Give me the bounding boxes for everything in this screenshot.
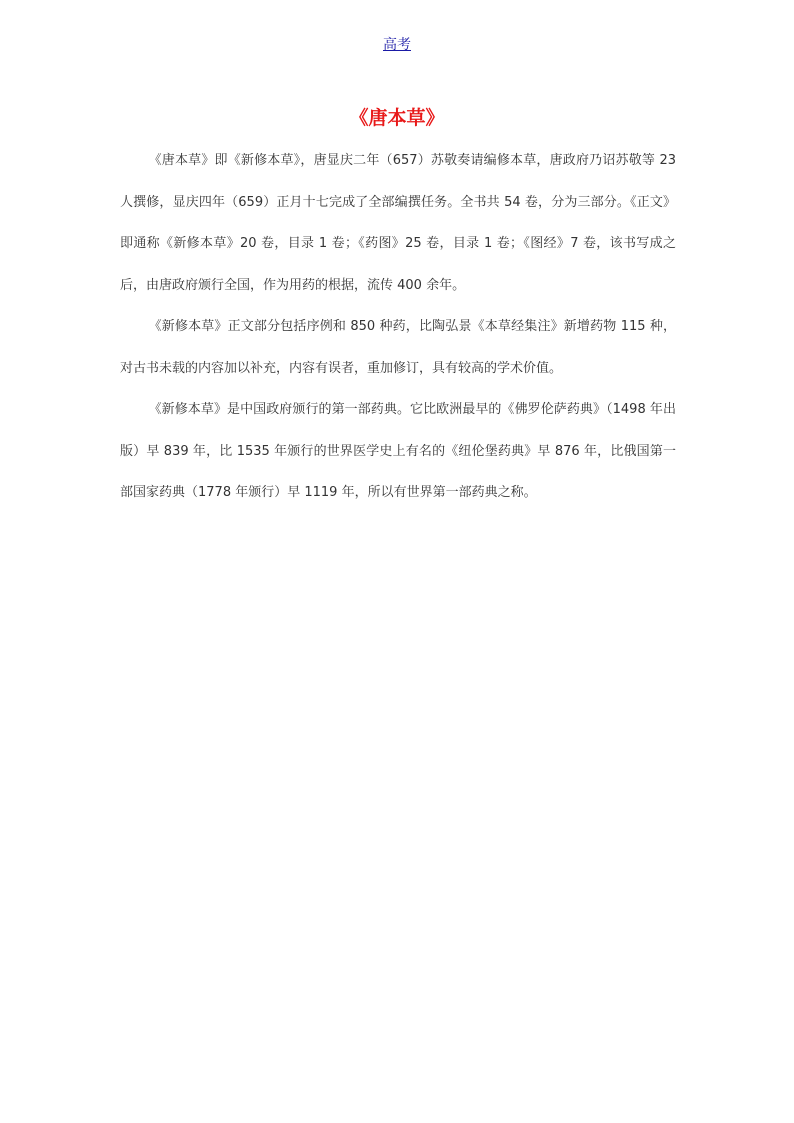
article-body [120, 140, 676, 514]
paragraph-intro: 《唐本草》即《新修本草》，唐显庆二年（657）苏敬奏请编修本草，唐政府乃诏苏敬等 23 人撰修，显庆四年（659）正月十七完成了全部编撰任务。全书共 54 卷，分为三部分。《正文》即通称《新修本草》20 卷，目录 1 卷；《药图》25 卷，目录 1 卷；《图经》7 卷，该书写成之后，由唐政府颁行全国，作为用药的根据，流传 400 余年。 [120, 153, 676, 293]
document-title: 《唐本草》 [349, 107, 445, 129]
page-header [0, 36, 794, 54]
paragraph-content: 《新修本草》正文部分包括序例和 850 种药，比陶弘景《本草经集注》新增药物 115 种，对古书未载的内容加以补充，内容有误者，重加修订，具有较高的学术价值。 [120, 319, 676, 376]
paragraph-significance: 《新修本草》是中国政府颁行的第一部药典。它比欧洲最早的《佛罗伦萨药典》（1498 年出版）早 839 年，比 1535 年颁行的世界医学史上有名的《纽伦堡药典》早 876 年，比俄国第一部国家药典（1778 年颁行）早 1119 年，所以有世界第一部药典之称。 [120, 402, 676, 500]
gaokao-link[interactable]: 高考 [383, 37, 411, 53]
